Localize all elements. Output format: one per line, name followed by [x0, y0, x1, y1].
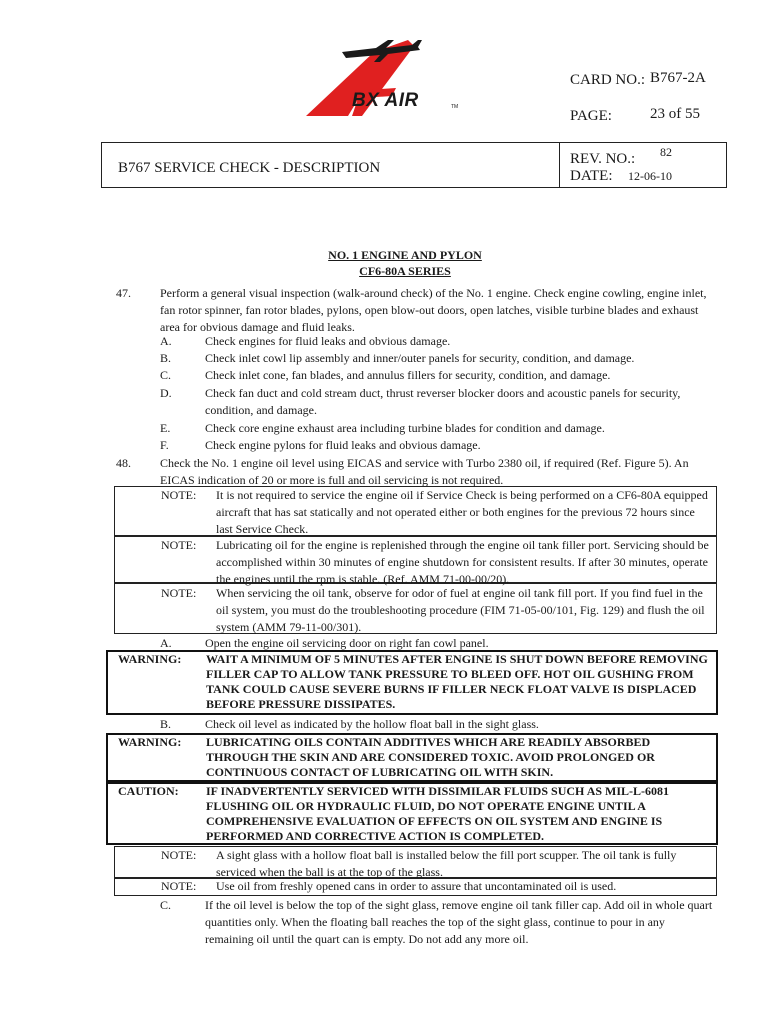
step-48-item-b: Check oil level as indicated by the hollow float ball in the sight glass. [205, 717, 539, 731]
warning-text: WAIT A MINIMUM OF 5 MINUTES AFTER ENGINE IS SHUT DOWN BEFORE REMOVING FILLER CAP TO ALLOW TANK PRESSURE TO BLEED OFF. HOT OIL GUSHING FROM TANK COULD CAUSE SEVERE BURNS IF FILLER NECK FLOAT VALVE IS DISPLACED BEFORE PRESSURE DISSIPATES. [206, 652, 708, 711]
note-text: Lubricating oil for the engine is replenished through the engine oil tank filler port. Servicing should be accomplished within 30 minutes of engine shutdown for consistent results. If after 30 minutes, operate the engines until the rpm is stable. (Ref. AMM 71-00-00/20). [216, 538, 709, 586]
step-48-number: 48. [116, 456, 131, 470]
step-47-item-a: Check engines for fluid leaks and obvious damage. [205, 334, 451, 348]
logo-wordmark: BX AIR [352, 90, 419, 111]
step-47-text: Perform a general visual inspection (walk-around check) of the No. 1 engine. Check engine cowling, engine inlet, fan rotor spinner, fan rotor blades, pylons, open blow-out doors, open latches, visible turbine blades and exhaust area for obvious damage and fluid leaks. [160, 286, 707, 334]
note-box-5 [114, 878, 717, 896]
step-47-item-e: Check core engine exhaust area including turbine blades for condition and damage. [205, 421, 605, 435]
page-number [570, 106, 700, 125]
warning-box-2 [106, 733, 718, 782]
revision-date [570, 168, 672, 185]
step-47-item-a-letter: A. [160, 334, 172, 348]
step-47-item-f: Check engine pylons for fluid leaks and obvious damage. [205, 438, 481, 452]
note-text: When servicing the oil tank, observe for odor of fuel at engine oil tank fill port. If you find fuel in the oil system, you must do the troubleshooting procedure (FIM 71-05-00/101, Fig. 129) and flush the oil system (AMM 79-11-00/301). [216, 586, 705, 634]
step-47-item-b: Check inlet cowl lip assembly and inner/outer panels for security, condition, and damage. [205, 351, 635, 365]
step-48-text: Check the No. 1 engine oil level using EICAS and service with Turbo 2380 oil, if required (Ref. Figure 5). An EICAS indication of 20 or more is full and oil servicing is not required. [160, 456, 689, 487]
card-number-label: CARD NO.: [570, 72, 646, 88]
note-label: NOTE: [161, 879, 197, 893]
note-box-2 [114, 536, 717, 586]
caution-text: IF INADVERTENTLY SERVICED WITH DISSIMILAR FLUIDS SUCH AS MIL-L-6081 FLUSHING OIL OR HYDRAULIC FLUID, DO NOT OPERATE ENGINE UNTIL A COMPREHENSIVE EVALUATION OF EFFECTS ON OIL SYSTEM AND ENGINE IS PERFORMED AND CORRECTIVE ACTION IS COMPLETED. [206, 784, 670, 843]
warning-label: WARNING: [118, 735, 182, 749]
card-number [570, 70, 706, 89]
step-47-item-d-letter: D. [160, 386, 172, 400]
note-text: Use oil from freshly opened cans in order to assure that uncontaminated oil is used. [216, 879, 617, 893]
warning-box-1 [106, 650, 718, 715]
step-48-item-a: Open the engine oil servicing door on right fan cowl panel. [205, 636, 489, 650]
card-number-value: B767-2A [650, 70, 706, 86]
revision-number [570, 145, 672, 168]
revision-value: 82 [660, 145, 672, 159]
section-subtitle: CF6-80A SERIES [359, 264, 451, 278]
warning-label: WARNING: [118, 652, 182, 666]
section-title: NO. 1 ENGINE AND PYLON [328, 248, 482, 262]
date-value: 12-06-10 [628, 169, 672, 183]
note-label: NOTE: [161, 538, 197, 552]
step-47-number: 47. [116, 286, 131, 300]
note-box-1 [114, 486, 717, 536]
note-label: NOTE: [161, 488, 197, 502]
revision-label: REV. NO.: [570, 151, 636, 167]
caution-label: CAUTION: [118, 784, 179, 798]
date-label: DATE: [570, 168, 613, 184]
step-48-item-c: If the oil level is below the top of the sight glass, remove engine oil tank filler cap. Add oil in whole quart quantities only. When the floating ball reaches the top of the sight glass, continue to pour in any remaining oil until the quart can is empty. Do not add any more oil. [205, 898, 713, 946]
step-48-item-a-letter: A. [160, 636, 172, 650]
header-divider [559, 143, 560, 187]
caution-box [106, 782, 718, 845]
note-box-4 [114, 846, 717, 878]
note-label: NOTE: [161, 586, 197, 600]
step-47-item-c-letter: C. [160, 368, 172, 382]
step-47-item-f-letter: F. [160, 438, 169, 452]
warning-text: LUBRICATING OILS CONTAIN ADDITIVES WHICH ARE READILY ABSORBED THROUGH THE SKIN AND ARE CONSIDERED TOXIC. AVOID PROLONGED OR CONTINUOUS CONTACT OF LUBRICATING OIL WITH SKIN. [206, 735, 655, 779]
step-48-item-b-letter: B. [160, 717, 172, 731]
note-label: NOTE: [161, 848, 197, 862]
page-number-value: 23 of 55 [650, 106, 700, 122]
step-47-item-b-letter: B. [160, 351, 172, 365]
note-text: It is not required to service the engine oil if Service Check is being performed on a CF6-80A equipped aircraft that has sat statically and not operated either or both engines for the previous 72 hours since last Service Check. [216, 488, 708, 536]
step-48-item-c-letter: C. [160, 898, 172, 912]
note-text: A sight glass with a hollow float ball is installed below the fill port scupper. The oil tank is fully serviced when the ball is at the top of the glass. [216, 848, 677, 879]
document-title: B767 SERVICE CHECK - DESCRIPTION [118, 160, 381, 176]
step-47-item-e-letter: E. [160, 421, 171, 435]
note-box-3 [114, 583, 717, 634]
header-box [101, 142, 727, 188]
page-number-label: PAGE: [570, 108, 612, 124]
step-47-item-c: Check inlet cone, fan blades, and annulus fillers for security, condition, and damage. [205, 368, 611, 382]
trademark-mark: TM [451, 104, 459, 110]
step-47-item-d: Check fan duct and cold stream duct, thrust reverser blocker doors and acoustic panels for security, condition, and damage. [205, 386, 681, 417]
